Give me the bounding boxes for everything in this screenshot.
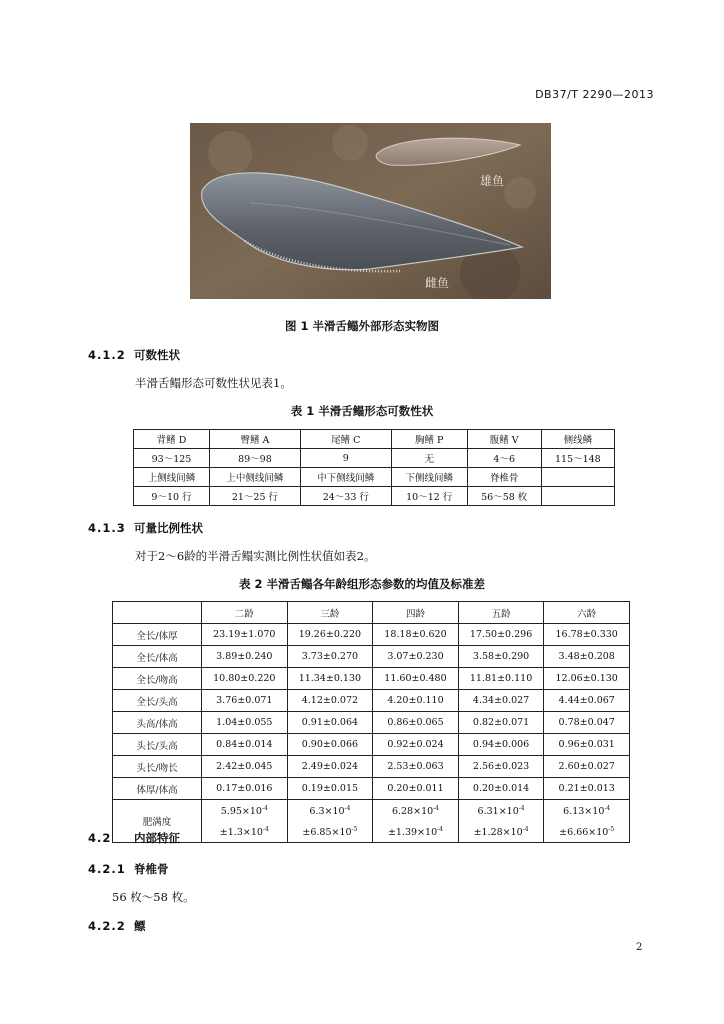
section-4-1-2-heading bbox=[88, 347, 180, 363]
paragraph: 半滑舌鳎形态可数性状见表1。 bbox=[135, 376, 292, 390]
table2-cell: 11.34±0.130 bbox=[287, 668, 373, 690]
table2-row-label: 全长/头高 bbox=[113, 690, 202, 712]
table2-row-label: 肥满度 bbox=[113, 800, 202, 843]
section-title: 可数性状 bbox=[134, 348, 180, 362]
table2-cell: 10.80±0.220 bbox=[202, 668, 288, 690]
table1-cell: 臀鳍 A bbox=[210, 430, 301, 449]
table2-cell: 2.49±0.024 bbox=[287, 756, 373, 778]
table2-cell: 0.82±0.071 bbox=[458, 712, 544, 734]
table1-cell: 4～6 bbox=[467, 449, 541, 468]
table2-cell: 18.18±0.620 bbox=[373, 624, 459, 646]
table1-cell: 115～148 bbox=[541, 449, 614, 468]
table2-cell: 2.56±0.023 bbox=[458, 756, 544, 778]
table1-cell: 胸鳍 P bbox=[391, 430, 467, 449]
table1-cell: 56～58 枚 bbox=[467, 487, 541, 506]
table2-cell: 0.96±0.031 bbox=[544, 734, 630, 756]
table1-row bbox=[134, 430, 615, 449]
table2-cell: 3.76±0.071 bbox=[202, 690, 288, 712]
table1-cell: 9 bbox=[300, 449, 391, 468]
section-number: 4.2.2 bbox=[88, 919, 126, 933]
table1-cell: 中下侧线间鳞 bbox=[300, 468, 391, 487]
section-title: 脊椎骨 bbox=[134, 862, 169, 876]
table1-cell: 上中侧线间鳞 bbox=[210, 468, 301, 487]
table1-row bbox=[134, 449, 615, 468]
table2-fatness-cell: $6.28\times 10^{-4}$ $\pm 1.39\times 10^{-4}$ bbox=[373, 800, 459, 843]
table1-cell: 21～25 行 bbox=[210, 487, 301, 506]
page-number: 2 bbox=[636, 942, 643, 953]
table2-cell: 16.78±0.330 bbox=[544, 624, 630, 646]
table2-header-cell: 四龄 bbox=[373, 602, 459, 624]
table2-cell: 2.60±0.027 bbox=[544, 756, 630, 778]
table2-header-cell: 二龄 bbox=[202, 602, 288, 624]
table2-row bbox=[113, 756, 630, 778]
fish-photo bbox=[190, 123, 551, 299]
section-number: 4.1.3 bbox=[88, 521, 126, 535]
paragraph: 56 枚～58 枚。 bbox=[112, 890, 195, 904]
table2-row bbox=[113, 690, 630, 712]
table2-cell: 17.50±0.296 bbox=[458, 624, 544, 646]
table2-row bbox=[113, 712, 630, 734]
table1-cell: 下侧线间鳞 bbox=[391, 468, 467, 487]
table2-fatness-cell: $6.31\times 10^{-4}$ $\pm 1.28\times 10^{-4}$ bbox=[458, 800, 544, 843]
table2-header-cell: 五龄 bbox=[458, 602, 544, 624]
table2-cell: 0.94±0.006 bbox=[458, 734, 544, 756]
table2-row-label: 全长/体厚 bbox=[113, 624, 202, 646]
table2-row bbox=[113, 734, 630, 756]
table2-row-label: 体厚/体高 bbox=[113, 778, 202, 800]
table1-cell: 侧线鳞 bbox=[541, 430, 614, 449]
table1-row bbox=[134, 468, 615, 487]
table1 bbox=[133, 429, 615, 506]
table2-cell: 0.20±0.011 bbox=[373, 778, 459, 800]
table2-fatness-cell: $6.3\times 10^{-4}$ $\pm 6.85\times 10^{-5}$ bbox=[287, 800, 373, 843]
table1-cell bbox=[541, 487, 614, 506]
table2-cell: 3.73±0.270 bbox=[287, 646, 373, 668]
table2-header-cell bbox=[113, 602, 202, 624]
table2-cell: 4.34±0.027 bbox=[458, 690, 544, 712]
table2-cell: 0.20±0.014 bbox=[458, 778, 544, 800]
section-title: 内部特征 bbox=[134, 831, 180, 845]
table2-cell: 3.58±0.290 bbox=[458, 646, 544, 668]
figure-caption: 图 1 半滑舌鳎外部形态实物图 bbox=[284, 319, 439, 333]
table2-cell: 3.89±0.240 bbox=[202, 646, 288, 668]
table2-header-cell: 六龄 bbox=[544, 602, 630, 624]
table2-cell: 0.17±0.016 bbox=[202, 778, 288, 800]
table1-cell: 无 bbox=[391, 449, 467, 468]
table2-cell: 0.86±0.065 bbox=[373, 712, 459, 734]
table2-row-label: 头长/头高 bbox=[113, 734, 202, 756]
table1-cell: 上侧线间鳞 bbox=[134, 468, 210, 487]
table2 bbox=[112, 601, 630, 843]
section-number: 4.2 bbox=[88, 831, 112, 845]
table2-row bbox=[113, 668, 630, 690]
table2-cell: 2.53±0.063 bbox=[373, 756, 459, 778]
table2-row bbox=[113, 624, 630, 646]
table2-caption: 表 2 半滑舌鳎各年龄组形态参数的均值及标准差 bbox=[238, 577, 485, 591]
table2-cell: 1.04±0.055 bbox=[202, 712, 288, 734]
male-label: 雄鱼 bbox=[480, 174, 505, 188]
female-label: 雌鱼 bbox=[425, 276, 450, 290]
table2-cell: 11.81±0.110 bbox=[458, 668, 544, 690]
table2-cell: 4.44±0.067 bbox=[544, 690, 630, 712]
section-number: 4.2.1 bbox=[88, 862, 126, 876]
table2-cell: 19.26±0.220 bbox=[287, 624, 373, 646]
table2-row-label: 头长/吻长 bbox=[113, 756, 202, 778]
table2-cell: 2.42±0.045 bbox=[202, 756, 288, 778]
table2-fatness-cell: $6.13\times 10^{-4}$ $\pm 6.66\times 10^{-5}$ bbox=[544, 800, 630, 843]
section-title: 鳔 bbox=[134, 919, 146, 933]
table1-cell: 腹鳍 V bbox=[467, 430, 541, 449]
table1-cell: 10～12 行 bbox=[391, 487, 467, 506]
section-number: 4.1.2 bbox=[88, 348, 126, 362]
table1-cell: 脊椎骨 bbox=[467, 468, 541, 487]
table2-cell: 0.21±0.013 bbox=[544, 778, 630, 800]
table1-cell: 尾鳍 C bbox=[300, 430, 391, 449]
table1-cell: 9～10 行 bbox=[134, 487, 210, 506]
table2-cell: 4.12±0.072 bbox=[287, 690, 373, 712]
table2-cell: 4.20±0.110 bbox=[373, 690, 459, 712]
table2-cell: 0.84±0.014 bbox=[202, 734, 288, 756]
paragraph: 对于2～6龄的半滑舌鳎实测比例性状值如表2。 bbox=[135, 549, 376, 563]
standard-code: DB37/T 2290—2013 bbox=[535, 88, 654, 101]
section-title: 可量比例性状 bbox=[134, 521, 203, 535]
table1-cell: 背鳍 D bbox=[134, 430, 210, 449]
table2-cell: 11.60±0.480 bbox=[373, 668, 459, 690]
table1-cell: 24～33 行 bbox=[300, 487, 391, 506]
table2-cell: 3.07±0.230 bbox=[373, 646, 459, 668]
table2-row-label: 头高/体高 bbox=[113, 712, 202, 734]
table1-cell: 89～98 bbox=[210, 449, 301, 468]
table2-row bbox=[113, 646, 630, 668]
table2-cell: 0.92±0.024 bbox=[373, 734, 459, 756]
table1-cell: 93～125 bbox=[134, 449, 210, 468]
table1-caption: 表 1 半滑舌鳎形态可数性状 bbox=[290, 404, 434, 418]
table2-cell: 0.19±0.015 bbox=[287, 778, 373, 800]
table1-row bbox=[134, 487, 615, 506]
table2-cell: 0.78±0.047 bbox=[544, 712, 630, 734]
table2-header-cell: 三龄 bbox=[287, 602, 373, 624]
section-4-1-3-heading bbox=[88, 520, 203, 536]
table2-cell: 0.90±0.066 bbox=[287, 734, 373, 756]
table2-header-row bbox=[113, 602, 630, 624]
table2-cell: 12.06±0.130 bbox=[544, 668, 630, 690]
table2-cell: 0.91±0.064 bbox=[287, 712, 373, 734]
section-4-2-2-heading bbox=[88, 918, 146, 934]
table1-cell bbox=[541, 468, 614, 487]
table2-cell: 23.19±1.070 bbox=[202, 624, 288, 646]
table2-fatness-row bbox=[113, 800, 630, 843]
table2-row-label: 全长/体高 bbox=[113, 646, 202, 668]
table2-row bbox=[113, 778, 630, 800]
table2-cell: 3.48±0.208 bbox=[544, 646, 630, 668]
section-4-2-heading bbox=[88, 830, 180, 846]
table2-fatness-cell: $5.95\times 10^{-4}$ $\pm 1.3\times 10^{-4}$ bbox=[202, 800, 288, 843]
table2-row-label: 全长/吻高 bbox=[113, 668, 202, 690]
section-4-2-1-heading bbox=[88, 861, 169, 877]
